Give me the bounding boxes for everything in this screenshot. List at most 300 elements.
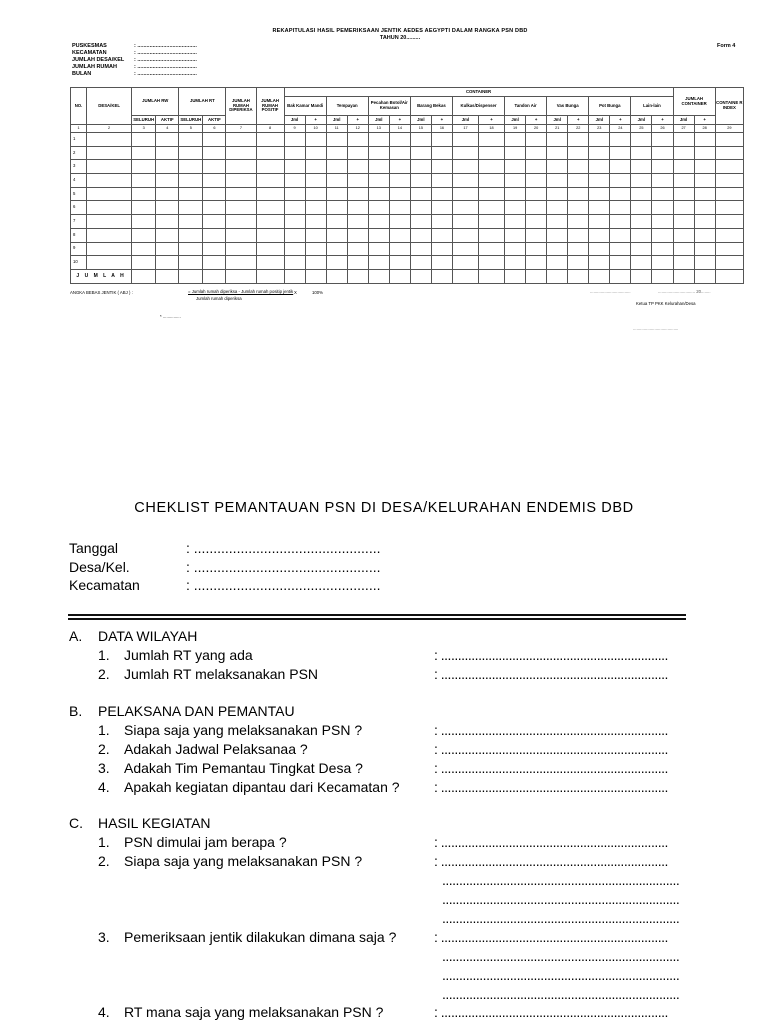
table-cell[interactable] — [305, 201, 326, 215]
answer-field[interactable]: : ................................................................... — [434, 722, 668, 738]
table-cell[interactable] — [715, 174, 743, 188]
table-cell[interactable] — [452, 256, 478, 270]
total-cell[interactable] — [452, 269, 478, 283]
table-cell[interactable] — [226, 146, 256, 160]
table-cell[interactable] — [347, 160, 368, 174]
table-cell[interactable] — [284, 187, 305, 201]
table-cell[interactable] — [652, 160, 673, 174]
table-cell[interactable] — [431, 242, 452, 256]
table-cell[interactable] — [631, 256, 652, 270]
table-cell[interactable] — [326, 256, 347, 270]
table-cell[interactable] — [256, 174, 284, 188]
table-cell[interactable] — [87, 256, 132, 270]
table-cell[interactable] — [526, 256, 547, 270]
table-cell[interactable] — [284, 201, 305, 215]
table-cell[interactable] — [410, 228, 431, 242]
table-cell[interactable] — [156, 187, 179, 201]
info-value[interactable]: : ....................................... — [134, 43, 197, 49]
table-cell[interactable] — [547, 242, 568, 256]
table-cell[interactable] — [256, 215, 284, 229]
table-cell[interactable] — [479, 133, 505, 147]
table-cell[interactable] — [526, 160, 547, 174]
table-cell[interactable] — [568, 133, 589, 147]
table-cell[interactable] — [568, 174, 589, 188]
total-cell[interactable] — [256, 269, 284, 283]
table-cell[interactable] — [156, 215, 179, 229]
answer-field[interactable]: : ................................................................... — [434, 853, 668, 869]
table-cell[interactable] — [631, 215, 652, 229]
table-cell[interactable] — [87, 133, 132, 147]
table-cell[interactable] — [203, 201, 226, 215]
table-cell[interactable] — [526, 133, 547, 147]
table-cell[interactable] — [673, 187, 694, 201]
table-cell[interactable] — [479, 242, 505, 256]
table-cell[interactable] — [156, 146, 179, 160]
table-cell[interactable] — [284, 146, 305, 160]
table-cell[interactable] — [568, 228, 589, 242]
table-cell[interactable] — [179, 201, 203, 215]
table-cell[interactable] — [179, 228, 203, 242]
answer-continuation[interactable]: ...................................................................... — [442, 872, 680, 888]
table-cell[interactable] — [284, 160, 305, 174]
table-cell[interactable] — [284, 256, 305, 270]
total-cell[interactable] — [568, 269, 589, 283]
table-cell[interactable] — [326, 160, 347, 174]
answer-field[interactable]: : ................................................................... — [434, 666, 668, 682]
table-cell[interactable] — [368, 133, 389, 147]
table-cell[interactable] — [526, 187, 547, 201]
table-cell[interactable] — [347, 256, 368, 270]
table-cell[interactable] — [568, 242, 589, 256]
table-cell[interactable] — [547, 146, 568, 160]
table-cell[interactable] — [368, 201, 389, 215]
table-cell[interactable] — [87, 242, 132, 256]
info-value[interactable]: : ....................................... — [134, 71, 197, 77]
header-value-field[interactable]: : ................................................ — [186, 559, 381, 575]
table-cell[interactable] — [652, 215, 673, 229]
table-cell[interactable] — [226, 228, 256, 242]
table-cell[interactable] — [410, 174, 431, 188]
table-cell[interactable] — [87, 228, 132, 242]
table-cell[interactable] — [631, 146, 652, 160]
total-cell[interactable] — [226, 269, 256, 283]
table-cell[interactable] — [226, 133, 256, 147]
table-cell[interactable] — [631, 228, 652, 242]
info-value[interactable]: : ....................................... — [134, 57, 197, 63]
table-cell[interactable] — [652, 146, 673, 160]
table-cell[interactable] — [631, 242, 652, 256]
table-cell[interactable] — [715, 228, 743, 242]
table-cell[interactable] — [505, 160, 526, 174]
table-cell[interactable] — [505, 242, 526, 256]
table-cell[interactable] — [652, 228, 673, 242]
table-cell[interactable] — [715, 133, 743, 147]
table-cell[interactable] — [203, 187, 226, 201]
table-cell[interactable] — [610, 256, 631, 270]
table-cell[interactable] — [410, 187, 431, 201]
table-cell[interactable] — [452, 215, 478, 229]
answer-field[interactable]: : ................................................................... — [434, 834, 668, 850]
table-cell[interactable] — [589, 215, 610, 229]
table-cell[interactable] — [452, 242, 478, 256]
total-cell[interactable] — [368, 269, 389, 283]
table-cell[interactable] — [284, 174, 305, 188]
table-cell[interactable] — [505, 187, 526, 201]
total-cell[interactable] — [479, 269, 505, 283]
sign-place-field[interactable]: .................................. — [590, 289, 631, 294]
table-cell[interactable] — [256, 133, 284, 147]
table-cell[interactable] — [479, 256, 505, 270]
table-cell[interactable] — [505, 174, 526, 188]
table-cell[interactable] — [132, 133, 156, 147]
table-cell[interactable] — [589, 187, 610, 201]
table-cell[interactable] — [694, 242, 715, 256]
table-cell[interactable] — [673, 174, 694, 188]
table-cell[interactable] — [256, 187, 284, 201]
table-cell[interactable] — [673, 228, 694, 242]
table-cell[interactable] — [568, 160, 589, 174]
total-cell[interactable] — [431, 269, 452, 283]
table-cell[interactable] — [589, 146, 610, 160]
table-cell[interactable] — [547, 201, 568, 215]
table-cell[interactable] — [305, 215, 326, 229]
table-cell[interactable] — [326, 201, 347, 215]
table-cell[interactable] — [87, 174, 132, 188]
table-cell[interactable] — [368, 146, 389, 160]
table-cell[interactable] — [673, 242, 694, 256]
table-cell[interactable] — [156, 160, 179, 174]
table-cell[interactable] — [589, 201, 610, 215]
table-cell[interactable] — [694, 187, 715, 201]
table-cell[interactable] — [505, 256, 526, 270]
table-cell[interactable] — [431, 256, 452, 270]
table-cell[interactable] — [347, 242, 368, 256]
table-cell[interactable] — [87, 160, 132, 174]
table-cell[interactable] — [610, 174, 631, 188]
table-cell[interactable] — [589, 256, 610, 270]
table-cell[interactable] — [547, 160, 568, 174]
table-cell[interactable] — [673, 146, 694, 160]
answer-continuation[interactable]: ...................................................................... — [442, 986, 680, 1002]
table-cell[interactable] — [479, 146, 505, 160]
total-cell[interactable] — [326, 269, 347, 283]
table-cell[interactable] — [132, 256, 156, 270]
table-cell[interactable] — [652, 242, 673, 256]
table-cell[interactable] — [368, 242, 389, 256]
table-cell[interactable] — [87, 215, 132, 229]
table-cell[interactable] — [87, 187, 132, 201]
table-cell[interactable] — [547, 174, 568, 188]
table-cell[interactable] — [156, 256, 179, 270]
table-cell[interactable] — [431, 187, 452, 201]
table-cell[interactable] — [326, 187, 347, 201]
total-cell[interactable] — [589, 269, 610, 283]
table-cell[interactable] — [589, 174, 610, 188]
table-cell[interactable] — [610, 228, 631, 242]
table-cell[interactable] — [132, 242, 156, 256]
table-cell[interactable] — [652, 201, 673, 215]
total-cell[interactable] — [203, 269, 226, 283]
table-cell[interactable] — [203, 242, 226, 256]
table-cell[interactable] — [715, 160, 743, 174]
answer-continuation[interactable]: ...................................................................... — [442, 967, 680, 983]
answer-field[interactable]: : ................................................................... — [434, 1004, 668, 1020]
table-cell[interactable] — [526, 174, 547, 188]
table-cell[interactable] — [347, 215, 368, 229]
table-cell[interactable] — [631, 187, 652, 201]
table-cell[interactable] — [610, 160, 631, 174]
table-cell[interactable] — [452, 160, 478, 174]
table-cell[interactable] — [226, 215, 256, 229]
table-cell[interactable] — [368, 256, 389, 270]
table-cell[interactable] — [631, 201, 652, 215]
table-cell[interactable] — [610, 133, 631, 147]
table-cell[interactable] — [673, 133, 694, 147]
table-cell[interactable] — [203, 133, 226, 147]
answer-continuation[interactable]: ...................................................................... — [442, 891, 680, 907]
table-cell[interactable] — [452, 174, 478, 188]
table-cell[interactable] — [389, 228, 410, 242]
table-cell[interactable] — [410, 201, 431, 215]
table-cell[interactable] — [203, 146, 226, 160]
table-cell[interactable] — [694, 174, 715, 188]
total-cell[interactable] — [410, 269, 431, 283]
table-cell[interactable] — [589, 133, 610, 147]
total-cell[interactable] — [673, 269, 694, 283]
table-cell[interactable] — [226, 174, 256, 188]
table-cell[interactable] — [326, 242, 347, 256]
table-cell[interactable] — [479, 201, 505, 215]
table-cell[interactable] — [87, 146, 132, 160]
table-cell[interactable] — [256, 160, 284, 174]
table-cell[interactable] — [589, 160, 610, 174]
table-cell[interactable] — [479, 215, 505, 229]
table-cell[interactable] — [389, 174, 410, 188]
table-cell[interactable] — [179, 133, 203, 147]
answer-continuation[interactable]: ...................................................................... — [442, 948, 680, 964]
table-cell[interactable] — [256, 256, 284, 270]
table-cell[interactable] — [226, 160, 256, 174]
total-cell[interactable] — [505, 269, 526, 283]
answer-field[interactable]: : ................................................................... — [434, 779, 668, 795]
info-value[interactable]: : ....................................... — [134, 64, 197, 70]
total-cell[interactable] — [694, 269, 715, 283]
table-cell[interactable] — [505, 215, 526, 229]
table-cell[interactable] — [547, 256, 568, 270]
table-cell[interactable] — [389, 201, 410, 215]
table-cell[interactable] — [431, 133, 452, 147]
table-cell[interactable] — [479, 187, 505, 201]
table-cell[interactable] — [347, 146, 368, 160]
table-cell[interactable] — [284, 215, 305, 229]
info-value[interactable]: : ....................................... — [134, 50, 197, 56]
table-cell[interactable] — [610, 146, 631, 160]
table-cell[interactable] — [568, 256, 589, 270]
table-cell[interactable] — [431, 174, 452, 188]
table-cell[interactable] — [673, 201, 694, 215]
table-cell[interactable] — [526, 242, 547, 256]
table-cell[interactable] — [226, 256, 256, 270]
table-cell[interactable] — [694, 215, 715, 229]
table-cell[interactable] — [431, 201, 452, 215]
answer-field[interactable]: : ................................................................... — [434, 741, 668, 757]
table-cell[interactable] — [179, 256, 203, 270]
table-cell[interactable] — [256, 242, 284, 256]
sign-name-field[interactable]: ...................................... — [633, 326, 679, 331]
total-cell[interactable] — [347, 269, 368, 283]
table-cell[interactable] — [305, 242, 326, 256]
table-cell[interactable] — [203, 256, 226, 270]
table-cell[interactable] — [284, 228, 305, 242]
table-cell[interactable] — [132, 146, 156, 160]
header-value-field[interactable]: : ................................................ — [186, 540, 381, 556]
table-cell[interactable] — [226, 242, 256, 256]
table-cell[interactable] — [526, 201, 547, 215]
table-cell[interactable] — [526, 228, 547, 242]
table-cell[interactable] — [631, 133, 652, 147]
table-cell[interactable] — [132, 201, 156, 215]
table-cell[interactable] — [410, 215, 431, 229]
total-cell[interactable] — [132, 269, 156, 283]
table-cell[interactable] — [132, 215, 156, 229]
table-cell[interactable] — [132, 160, 156, 174]
table-cell[interactable] — [347, 201, 368, 215]
table-cell[interactable] — [568, 215, 589, 229]
table-cell[interactable] — [179, 215, 203, 229]
sign-date-field[interactable]: ............................... 20........ — [658, 289, 711, 294]
table-cell[interactable] — [305, 256, 326, 270]
table-cell[interactable] — [156, 133, 179, 147]
table-cell[interactable] — [326, 215, 347, 229]
table-cell[interactable] — [179, 160, 203, 174]
table-cell[interactable] — [368, 228, 389, 242]
table-cell[interactable] — [652, 133, 673, 147]
answer-field[interactable]: : ................................................................... — [434, 929, 668, 945]
total-cell[interactable] — [156, 269, 179, 283]
table-cell[interactable] — [505, 146, 526, 160]
table-cell[interactable] — [179, 174, 203, 188]
table-cell[interactable] — [479, 160, 505, 174]
table-cell[interactable] — [589, 228, 610, 242]
table-cell[interactable] — [452, 146, 478, 160]
table-cell[interactable] — [610, 242, 631, 256]
table-cell[interactable] — [132, 228, 156, 242]
table-cell[interactable] — [256, 228, 284, 242]
table-cell[interactable] — [452, 201, 478, 215]
table-cell[interactable] — [452, 133, 478, 147]
table-cell[interactable] — [305, 228, 326, 242]
table-cell[interactable] — [368, 160, 389, 174]
total-cell[interactable] — [389, 269, 410, 283]
table-cell[interactable] — [389, 146, 410, 160]
table-cell[interactable] — [505, 228, 526, 242]
table-cell[interactable] — [452, 187, 478, 201]
table-cell[interactable] — [431, 228, 452, 242]
header-value-field[interactable]: : ................................................ — [186, 577, 381, 593]
table-cell[interactable] — [479, 174, 505, 188]
table-cell[interactable] — [305, 133, 326, 147]
table-cell[interactable] — [547, 187, 568, 201]
table-cell[interactable] — [694, 228, 715, 242]
table-cell[interactable] — [610, 201, 631, 215]
table-cell[interactable] — [326, 133, 347, 147]
total-cell[interactable] — [610, 269, 631, 283]
table-cell[interactable] — [389, 187, 410, 201]
table-cell[interactable] — [652, 174, 673, 188]
table-cell[interactable] — [694, 146, 715, 160]
table-cell[interactable] — [305, 187, 326, 201]
table-cell[interactable] — [156, 242, 179, 256]
total-cell[interactable] — [526, 269, 547, 283]
table-cell[interactable] — [389, 215, 410, 229]
table-cell[interactable] — [389, 160, 410, 174]
table-cell[interactable] — [715, 146, 743, 160]
table-cell[interactable] — [179, 242, 203, 256]
table-cell[interactable] — [347, 228, 368, 242]
table-cell[interactable] — [203, 228, 226, 242]
table-cell[interactable] — [568, 146, 589, 160]
table-cell[interactable] — [652, 256, 673, 270]
table-cell[interactable] — [526, 146, 547, 160]
table-cell[interactable] — [547, 133, 568, 147]
table-cell[interactable] — [368, 187, 389, 201]
table-cell[interactable] — [715, 256, 743, 270]
table-cell[interactable] — [389, 133, 410, 147]
table-cell[interactable] — [410, 160, 431, 174]
table-cell[interactable] — [631, 174, 652, 188]
total-cell[interactable] — [305, 269, 326, 283]
table-cell[interactable] — [715, 215, 743, 229]
table-cell[interactable] — [694, 256, 715, 270]
table-cell[interactable] — [673, 256, 694, 270]
table-cell[interactable] — [389, 256, 410, 270]
table-cell[interactable] — [652, 187, 673, 201]
table-cell[interactable] — [156, 174, 179, 188]
table-cell[interactable] — [694, 160, 715, 174]
table-cell[interactable] — [479, 228, 505, 242]
table-cell[interactable] — [631, 160, 652, 174]
table-cell[interactable] — [132, 174, 156, 188]
table-cell[interactable] — [226, 187, 256, 201]
table-cell[interactable] — [179, 187, 203, 201]
table-cell[interactable] — [347, 187, 368, 201]
table-cell[interactable] — [431, 160, 452, 174]
table-cell[interactable] — [673, 215, 694, 229]
table-cell[interactable] — [326, 174, 347, 188]
total-cell[interactable] — [547, 269, 568, 283]
table-cell[interactable] — [326, 228, 347, 242]
table-cell[interactable] — [132, 187, 156, 201]
table-cell[interactable] — [505, 201, 526, 215]
total-cell[interactable] — [652, 269, 673, 283]
total-cell[interactable] — [631, 269, 652, 283]
answer-field[interactable]: : ................................................................... — [434, 760, 668, 776]
table-cell[interactable] — [694, 201, 715, 215]
table-cell[interactable] — [547, 215, 568, 229]
table-cell[interactable] — [326, 146, 347, 160]
table-cell[interactable] — [610, 187, 631, 201]
table-cell[interactable] — [452, 228, 478, 242]
table-cell[interactable] — [368, 174, 389, 188]
table-cell[interactable] — [226, 201, 256, 215]
table-cell[interactable] — [431, 215, 452, 229]
table-cell[interactable] — [715, 201, 743, 215]
table-cell[interactable] — [156, 228, 179, 242]
table-cell[interactable] — [284, 133, 305, 147]
table-cell[interactable] — [156, 201, 179, 215]
table-cell[interactable] — [589, 242, 610, 256]
table-cell[interactable] — [505, 133, 526, 147]
